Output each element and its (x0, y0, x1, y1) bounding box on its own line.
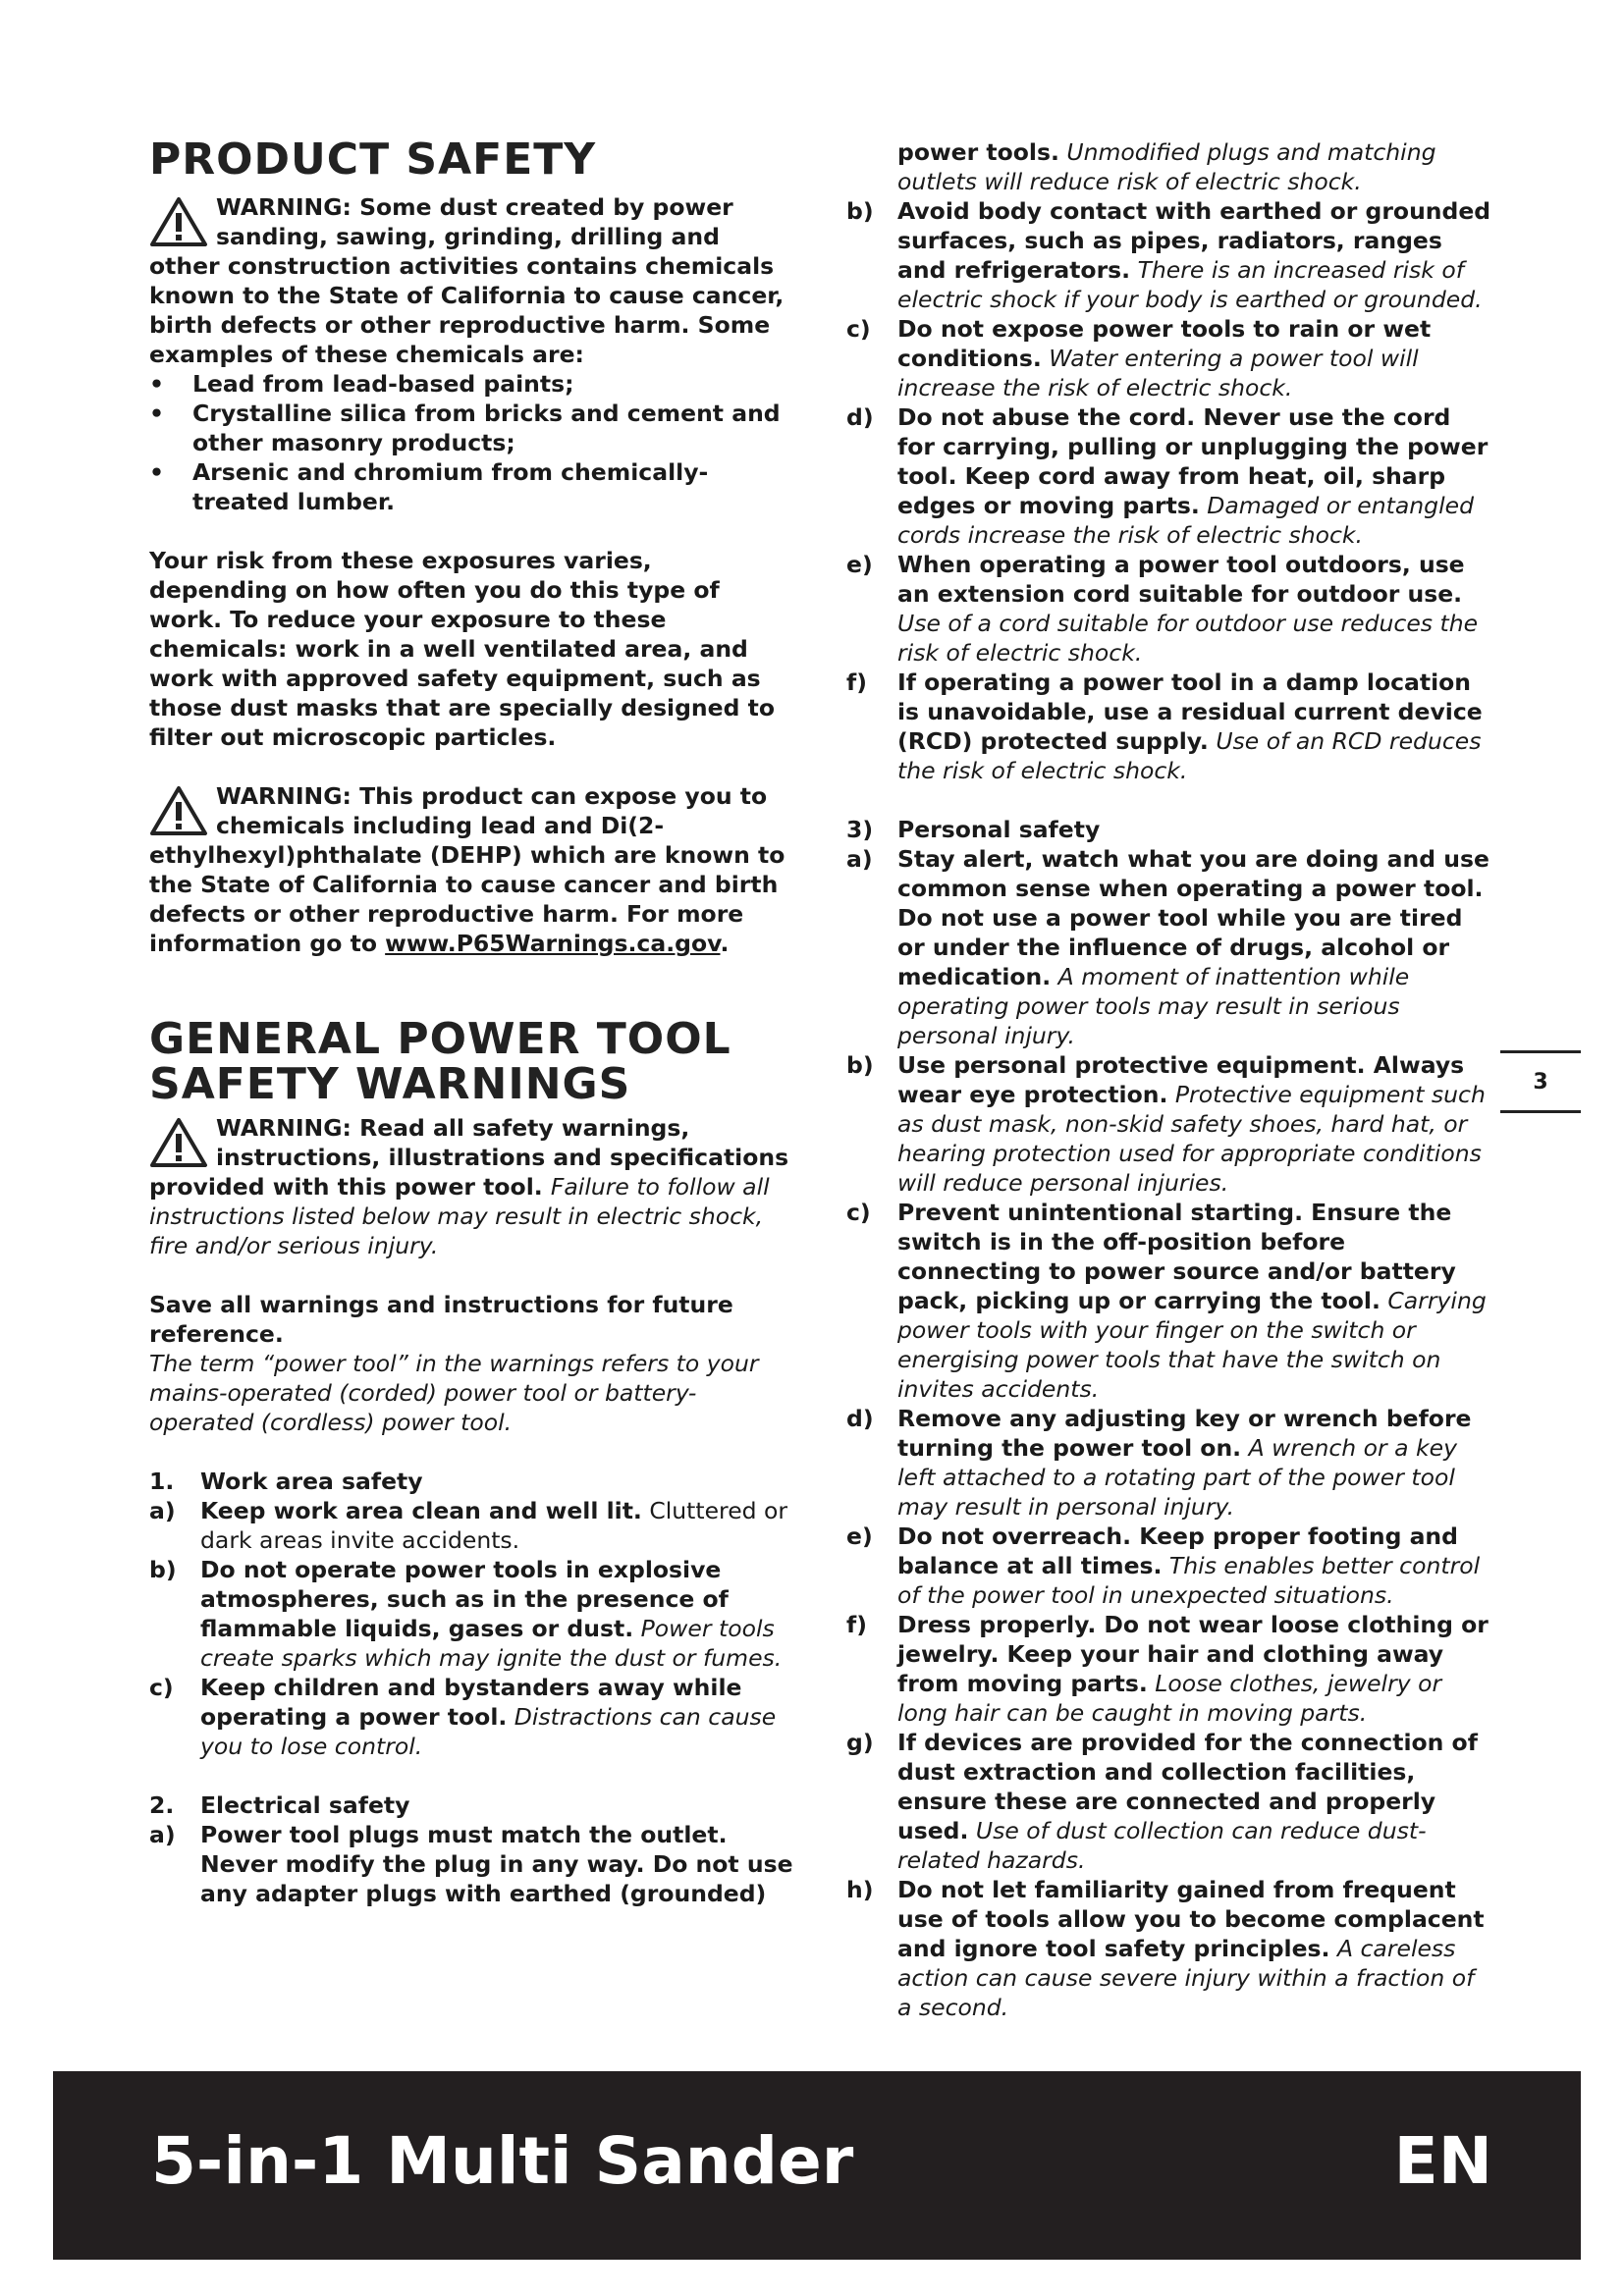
list-item: c) Prevent unintentional starting. Ensure the switch is in the off-position before connecting to power source and/or battery pack, picking up or carrying the tool. Carrying power tools with your finger on the switch or energising power tools that have the switch on invites accidents. (846, 1199, 1487, 1403)
list-item: • Arsenic and chromium from chemically-treated lumber. (149, 458, 709, 515)
list-item: c) Keep children and bystanders away while operating a power tool. Distractions can cause you to lose control. (149, 1674, 777, 1760)
page-number: 3 (1500, 1050, 1581, 1113)
language-code: EN (1393, 2123, 1492, 2199)
list-item: a) Keep work area clean and well lit. Cluttered or dark areas invite accidents. (149, 1497, 788, 1554)
list-item: • Crystalline silica from bricks and cement and other masonry products; (149, 400, 781, 456)
list-item: h) Do not let familiarity gained from frequent use of tools allow you to become complacent and ignore tool safety principles. A careless action can cause severe injury within a fraction of a second. (846, 1876, 1485, 2021)
risk-paragraph: Your risk from these exposures varies, depending on how often you do this type of work. To reduce your exposure to these chemicals: work in a well ventilated area, and work with approved safety equipment, such as those dust masks that are specially designed to filter out microscopic particles. (149, 547, 775, 751)
left-column (149, 134, 797, 1908)
section-heading: 3) Personal safety (846, 816, 1101, 843)
section-heading: 1. Work area safety (149, 1468, 423, 1495)
general-safety-heading: GENERAL POWER TOOL SAFETY WARNINGS (149, 1014, 731, 1109)
p65-warnings-link[interactable]: www.P65Warnings.ca.gov (385, 930, 721, 957)
warning-dust-text: WARNING: Some dust created by power sanding, sawing, grinding, drilling and other construction activities contains chemicals known to the State of California to cause cancer, birth defects or other reproductive harm. Some examples of these chemicals are: (149, 193, 785, 368)
list-item: b) Use personal protective equipment. Always wear eye protection. Protective equipment such as dust mask, non-skid safety shoes, hard hat, or hearing protection used for appropriate conditions will reduce personal injuries. (846, 1051, 1486, 1197)
product-safety-heading: PRODUCT SAFETY (149, 134, 597, 185)
save-instructions: Save all warnings and instructions for future reference. (149, 1291, 733, 1348)
section-heading: 2. Electrical safety (149, 1791, 410, 1819)
footer-banner (53, 2071, 1581, 2260)
product-title: 5-in-1 Multi Sander (151, 2123, 854, 2199)
warning-triangle-icon (149, 1117, 208, 1168)
list-item: d) Remove any adjusting key or wrench before turning the power tool on. A wrench or a key left attached to a rotating part of the power tool may result in personal injury. (846, 1405, 1472, 1521)
list-item: d) Do not abuse the cord. Never use the cord for carrying, pulling or unplugging the power tool. Keep cord away from heat, oil, sharp edges or moving parts. Damaged or entangled cords increase the risk of electric shock. (846, 403, 1489, 549)
chemical-bullets (149, 369, 797, 516)
term-definition: The term “power tool” in the warnings refers to your mains-operated (corded) power tool or battery-operated (cordless) power tool. (149, 1350, 759, 1436)
list-item: g) If devices are provided for the connection of dust extraction and collection facilities, ensure these are connected and properly used. Use of dust collection can reduce dust-related hazards. (846, 1729, 1478, 1874)
warning-dust (149, 192, 797, 369)
list-item: b) Do not operate power tools in explosive atmospheres, such as in the presence of flammable liquids, gases or dust. Power tools create sparks which may ignite the dust or fumes. (149, 1556, 783, 1672)
right-column (846, 137, 1494, 2022)
list-item: f) Dress properly. Do not wear loose clothing or jewelry. Keep your hair and clothing away from moving parts. Loose clothes, jewelry or long hair can be caught in moving parts. (846, 1611, 1489, 1727)
list-item: e) When operating a power tool outdoors, use an extension cord suitable for outdoor use. Use of a cord suitable for outdoor use reduces the risk of electric shock. (846, 551, 1479, 667)
list-item: f) If operating a power tool in a damp location is unavoidable, use a residual current device (RCD) protected supply. Use of an RCD reduces the risk of electric shock. (846, 668, 1483, 784)
warning-read-all: WARNING: Read all safety warnings, instructions, illustrations and specifications provided with this power tool. Failure to follow all instructions listed below may result in electric shock, fire and/or serious injury. (149, 1114, 789, 1259)
warning-dehp: WARNING: This product can expose you to chemicals including lead and Di(2-ethylhexyl)phthalate (DEHP) which are known to the State of California to cause cancer and birth defects or other reproductive harm. For more information go to www.P65Warnings.ca.gov. (149, 782, 785, 957)
list-item: a) Power tool plugs must match the outlet. Never modify the plug in any way. Do not use any adapter plugs with earthed (grounded) (149, 1821, 793, 1907)
warning-triangle-icon (149, 196, 208, 247)
list-item: a) Stay alert, watch what you are doing and use common sense when operating a power tool. Do not use a power tool while you are tired or under the influence of drugs, alcohol or medication. A moment of inattention while operating power tools may result in serious personal injury. (846, 845, 1489, 1049)
list-item: e) Do not overreach. Keep proper footing and balance at all times. This enables better control of the power tool in unexpected situations. (846, 1522, 1481, 1609)
list-item: • Lead from lead-based paints; (149, 370, 574, 398)
list-item-continued: power tools. Unmodified plugs and matching outlets will reduce risk of electric shock. (897, 138, 1436, 195)
list-item: c) Do not expose power tools to rain or wet conditions. Water entering a power tool will increase the risk of electric shock. (846, 315, 1432, 401)
list-item: b) Avoid body contact with earthed or grounded surfaces, such as pipes, radiators, ranges and refrigerators. There is an increased risk of electric shock if your body is earthed or grounded. (846, 197, 1491, 313)
warning-triangle-icon (149, 785, 208, 836)
